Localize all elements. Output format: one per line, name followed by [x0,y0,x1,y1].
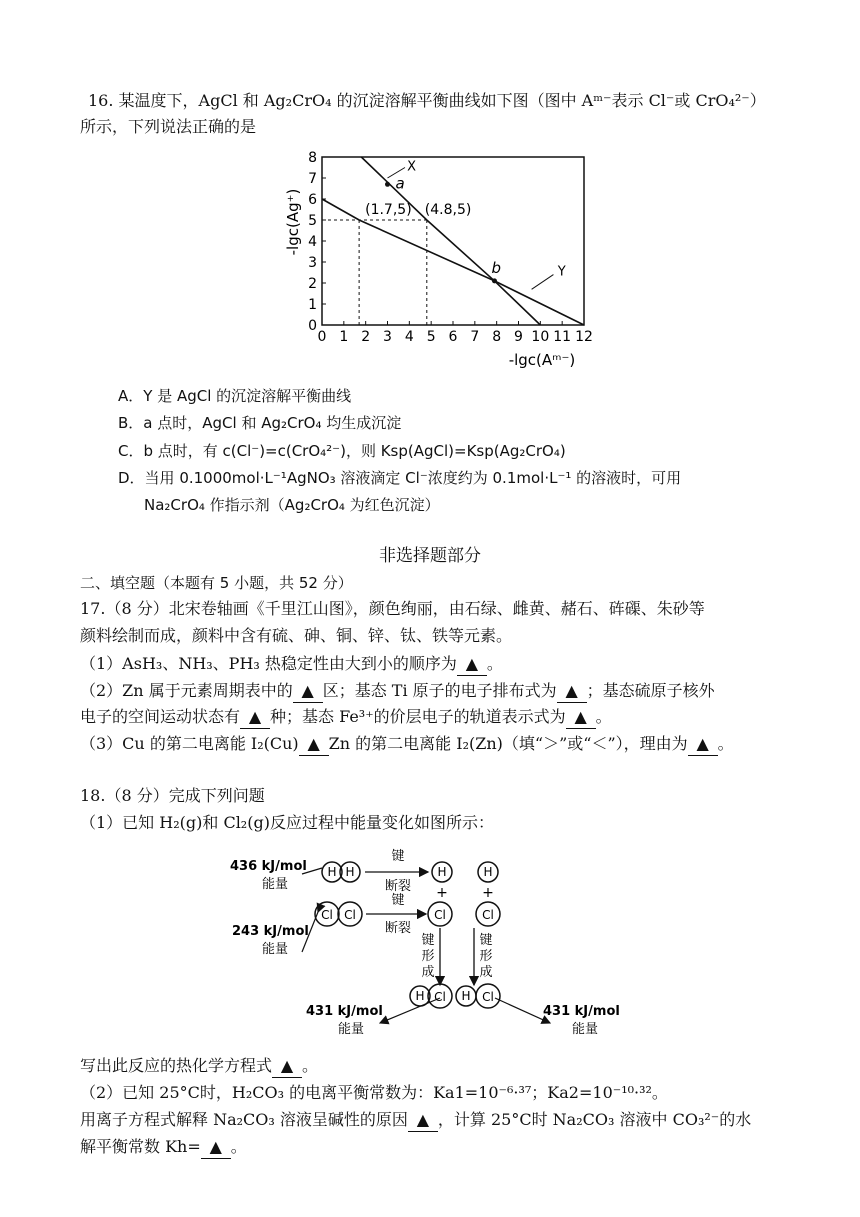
svg-text:键: 键 [479,933,493,948]
hh-energy-label: 能量 [262,877,289,892]
q16-option-b: B．a 点时，AgCl 和 Ag₂CrO₄ 均生成沉淀 [118,414,402,432]
q16-stem-line1: 16. 某温度下，AgCl 和 Ag₂CrO₄ 的沉淀溶解平衡曲线如下图（图中 Aᵐ⁻表示 Cl⁻或 CrO₄²⁻） [88,91,766,110]
q17-part2-cont: 电子的空间运动状态有 ▲ 种；基态 Fe³⁺的价层电子的轨道表示式为 ▲ 。 [80,706,612,729]
x-tick-label: 4 [404,329,414,345]
x-axis-label: -lgc(Aᵐ⁻) [508,351,576,369]
svg-text:H: H [437,865,447,879]
y-tick-label: 1 [308,297,317,313]
x-tick-label: 6 [448,329,458,345]
q18-part2-line1: （2）已知 25°C时，H₂CO₃ 的电离平衡常数为：Ka1=10⁻⁶·³⁷；Ka2=10⁻¹⁰·³²。 [80,1083,668,1102]
coord-label-1: (1.7,5) [365,202,412,218]
svg-text:形: 形 [479,949,493,964]
answer-blank[interactable]: ▲ [557,680,587,703]
hcl-energy-label-left: 能量 [338,1022,365,1037]
q16-stem-line2: 所示，下列说法正确的是 [80,117,257,136]
q18-part1-answer: 写出此反应的热化学方程式 ▲ 。 [80,1055,318,1078]
series-y-label: Y [557,264,566,280]
svg-text:Cl: Cl [482,908,494,922]
q17-line2: 颜料绘制而成，颜料中含有硫、砷、铜、锌、钛、铁等元素。 [80,626,513,645]
svg-text:Cl: Cl [434,908,446,922]
x-tick-label: 11 [553,329,572,345]
svg-text:键: 键 [391,893,405,908]
series-y-leader [532,275,554,290]
q18-part2-line3: 解平衡常数 Kh= ▲ 。 [80,1136,247,1159]
q17-part2: （2）Zn 属于元素周期表中的 ▲ 区；基态 Ti 原子的电子排布式为 ▲ ；基态硫原子核外 [80,680,715,703]
series-x-label: X [407,159,417,175]
atom-cl: Cl [321,908,333,922]
svg-text:断裂: 断裂 [384,879,412,894]
y-tick-label: 5 [308,213,317,229]
x-tick-label: 0 [317,329,327,345]
answer-blank[interactable]: ▲ [293,680,323,703]
y-tick-label: 0 [308,318,317,334]
point-b [492,278,497,283]
x-tick-label: 1 [339,329,349,345]
coord-label-2: (4.8,5) [424,202,472,218]
hh-energy-value: 436 kJ/mol [230,859,307,874]
x-tick-label: 9 [514,329,523,345]
bond-energy-diagram [210,840,640,1050]
q17-part1: （1）AsH₃、NH₃、PH₃ 热稳定性由大到小的顺序为 ▲ 。 [80,653,503,676]
svg-text:H: H [461,989,471,1003]
answer-blank[interactable]: ▲ [566,706,596,729]
q17-line1: 17.（8 分）北宋卷轴画《千里江山图》，颜色绚丽，由石绿、雌黄、赭石、砗磲、朱砂等 [80,599,705,618]
point-b-label: b [491,258,502,277]
y-tick-label: 3 [308,255,317,271]
y-tick-label: 4 [308,234,317,250]
svg-text:Cl: Cl [482,990,494,1004]
svg-text:键: 键 [391,849,405,864]
q17-part3: （3）Cu 的第二电离能 I₂(Cu) ▲ Zn 的第二电离能 I₂(Zn)（填“＞”或“＜”），理由为 ▲ 。 [80,733,734,756]
svg-text:H: H [483,865,493,879]
svg-text:Cl: Cl [434,990,446,1004]
point-a [385,182,390,187]
y-tick-label: 8 [308,150,317,166]
plot-frame [322,157,584,325]
hcl-energy-label-right: 能量 [572,1022,599,1037]
answer-blank[interactable]: ▲ [201,1136,231,1159]
section-subtitle: 二、填空题（本题有 5 小题，共 52 分） [80,574,353,592]
answer-blank[interactable]: ▲ [299,733,329,756]
svg-text:成: 成 [421,965,435,980]
q18-part2-line2: 用离子方程式解释 Na₂CO₃ 溶液呈碱性的原因 ▲ ，计算 25°C时 Na₂CO₃ 溶液中 CO₃²⁻的水 [80,1109,751,1132]
q16-option-d-cont: Na₂CrO₄ 作指示剂（Ag₂CrO₄ 为红色沉淀） [144,496,440,514]
svg-text:形: 形 [421,949,435,964]
answer-blank[interactable]: ▲ [457,653,487,676]
hcl-energy-value-left: 431 kJ/mol [306,1004,383,1019]
x-tick-label: 7 [470,329,480,345]
svg-text:键: 键 [421,933,435,948]
svg-text:成: 成 [479,965,493,980]
y-axis-label: -lgc(Ag⁺) [284,188,302,256]
atom-cl: Cl [344,908,356,922]
x-tick-label: 2 [361,329,371,345]
svg-text:断裂: 断裂 [384,921,412,936]
clcl-energy-value: 243 kJ/mol [232,924,309,939]
section-title: 非选择题部分 [379,546,481,566]
answer-blank[interactable]: ▲ [240,706,270,729]
q17-part1-text: （1）AsH₃、NH₃、PH₃ 热稳定性由大到小的顺序为 [80,654,457,673]
x-tick-label: 12 [575,329,593,345]
answer-blank[interactable]: ▲ [272,1055,302,1078]
hcl-energy-value-right: 431 kJ/mol [543,1004,620,1019]
q18-title: 18.（8 分）完成下列问题 [80,786,265,805]
svg-text:+: + [482,885,494,901]
answer-blank[interactable]: ▲ [408,1109,438,1132]
svg-text:H: H [415,989,425,1003]
answer-blank[interactable]: ▲ [688,733,718,756]
solubility-equilibrium-chart [280,142,610,382]
svg-text:+: + [436,885,448,901]
q16-option-c: C．b 点时，有 c(Cl⁻)=c(CrO₄²⁻)，则 Ksp(AgCl)=Ksp(Ag₂CrO₄) [118,442,566,460]
y-tick-label: 2 [308,276,317,292]
clcl-energy-label: 能量 [262,942,289,957]
y-tick-label: 6 [308,192,317,208]
x-tick-label: 8 [492,329,502,345]
point-a-label: a [395,174,405,193]
q18-part1: （1）已知 H₂(g)和 Cl₂(g)反应过程中能量变化如图所示： [80,813,494,832]
q16-option-a: A．Y 是 AgCl 的沉淀溶解平衡曲线 [118,387,352,405]
atom-h: H [345,865,355,879]
y-tick-label: 7 [308,171,317,187]
x-tick-label: 3 [383,329,392,345]
x-tick-label: 5 [426,329,436,345]
atom-h: H [327,865,337,879]
q16-option-d: D．当用 0.1000mol·L⁻¹AgNO₃ 溶液滴定 Cl⁻浓度约为 0.1mol·L⁻¹ 的溶液时，可用 [118,469,682,487]
x-tick-label: 10 [531,329,550,345]
